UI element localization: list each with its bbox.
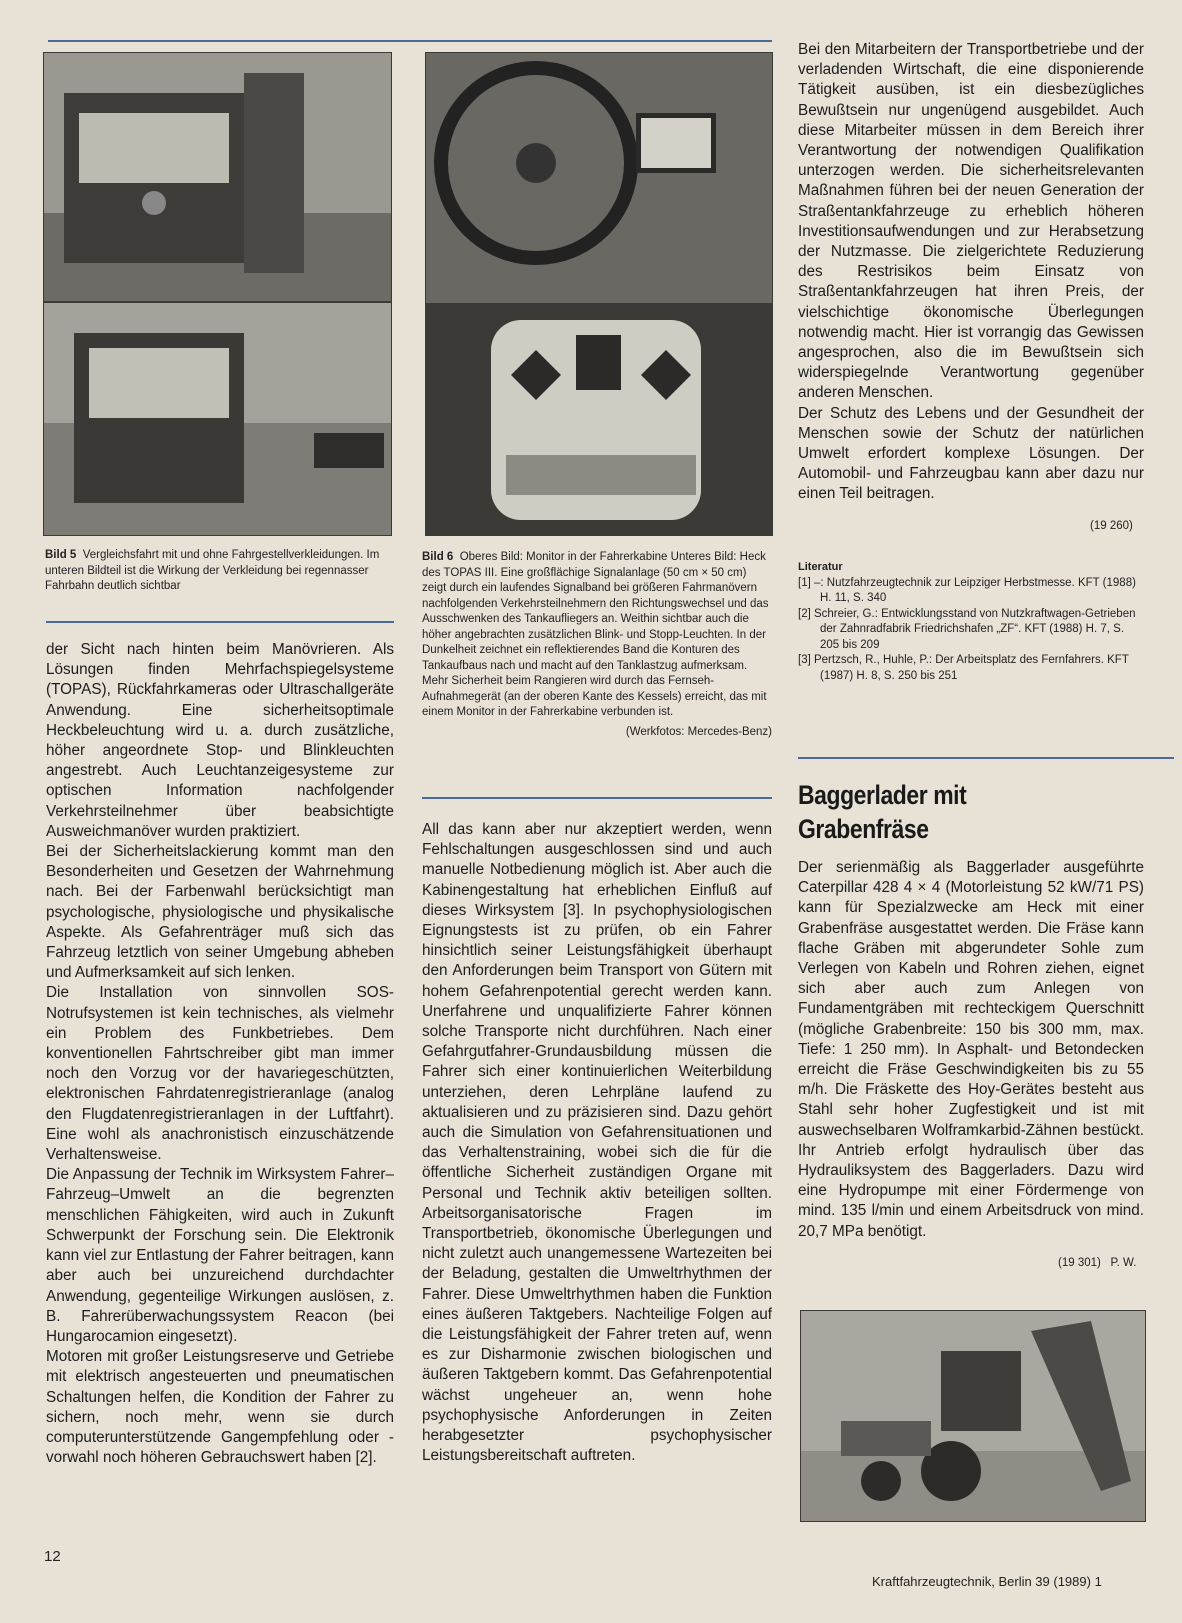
article2-headline-line2: Grabenfräse	[798, 814, 929, 844]
literature-list	[798, 560, 1144, 684]
caption-bild6-credit: (Werkfotos: Mercedes-Benz)	[625, 725, 772, 738]
article2-reference	[1058, 1257, 1136, 1269]
caption-bild5-text: Vergleichsfahrt mit und ohne Fahrgestellverkleidungen. Im unteren Bildteil ist die Wirkung der Verkleidung bei regennasser Fahrbahn deutlich sichtbar	[45, 549, 380, 592]
truck-rain-photo-illustration	[44, 303, 391, 535]
cabin-photo-illustration	[426, 53, 772, 303]
article-column-1	[46, 640, 394, 1468]
article2-paragraph: Der serienmäßig als Baggerlader ausgeführte Caterpillar 428 4 × 4 (Motorleistung 52 kW/71 PS) kann für Spezialzwecke am Heck mit einer Grabenfräse ausgestattet werden. Die Fräse kann flache Gräben mit abgerundeter Sohle zum Verlegen von Kabeln und Rohren ziehen, eignet sich aber auch zum Anlegen von Fundamentgräben mit rechteckigem Querschnitt (mögliche Grabenbreite: 150 bis 300 mm, max. Tiefe: 1 250 mm). In Asphalt- und Betondecken erreicht die Fräse Geschwindigkeiten bis zu 55 m/h. Die Fräskette des Hoy-Gerätes besteht aus Stahl sehr hoher Zugfestigkeit und ist mit auswechselbaren Wolframkarbid-Zähnen bestückt. Ihr Antrieb erfolgt hydraulisch über das Hydrauliksystem des Baggerladers. Dazu wird eine Hydropumpe mit einer Fördermenge von mind. 135 l/min und einem Arbeitsdruck von mind. 20,7 MPa benötigt.	[798, 859, 1144, 1240]
top-rule-left	[48, 40, 772, 42]
photo-truck-comparison-bottom	[43, 302, 392, 536]
caption-bild6-text: Oberes Bild: Monitor in der Fahrerkabine Unteres Bild: Heck des TOPAS III. Eine großflächige Signalanlage (50 cm × 50 cm) zeigt durch ein laufendes Signalband bei größeren Fahrmanövern nachfolgenden Verkehrsteilnehmern den Richtungswechsel und das Ausschwenken des Tankaufliegers an. Weithin sichtbar auch die höher angebrachten zusätzlichen Blink- und Stopp-Leuchten. In der Dunkelheit zeichnet ein reflektierendes Band die Konturen des Tankaufbaus nach und macht auf den Tanklastzug aufmerksam. Mehr Sicherheit beim Rangieren wird durch das Fernseh-Aufnahmegerät (an der oberen Kante des Kessels) erreicht, das mit einem Monitor in der Fahrerkabine verbunden ist.	[422, 551, 769, 718]
column1-paragraph: Die Anpassung der Technik im Wirksystem Fahrer–Fahrzeug–Umwelt an die begrenzten menschlichen Fähigkeiten, wird auch in Zukunft Schwerpunkt der Forschung sein. Die Elektronik kann viel zur Entlastung der Fahrer beitragen, kann aber auch bei unzureichend durchdachter Anwendung, gegenteilige Wirkungen auslösen, z. B. Fahrerüberwachungssystem Reacon (bei Hungarocamion eingesetzt).	[46, 1166, 394, 1345]
article2-headline-line1: Baggerlader mit	[798, 780, 967, 810]
caption-bild5-label: Bild 5	[45, 549, 77, 561]
rule-article2	[798, 757, 1174, 759]
column1-paragraph: der Sicht nach hinten beim Manövrieren. Als Lösungen finden Mehrfachspiegelsysteme (TOPAS), Rückfahrkameras oder Ultraschallgeräte Anwendung. Eine sicherheitsoptimale Heckbeleuchtung wird u. a. durch zusätzliche, höher angeordnete Stop- und Blinkleuchten angestrebt. Auch Leuchtanzeigesysteme zur optischen Information nachfolgender Verkehrsteilnehmer über beabsichtigte Ausweichmanöver wurden praktiziert.	[46, 641, 394, 840]
literature-item: [1] –: Nutzfahrzeugtechnik zur Leipziger Herbstmesse. KFT (1988) H. 11, S. 340	[798, 576, 1136, 604]
caption-bild5	[45, 548, 390, 595]
article-column-3	[798, 40, 1144, 505]
column1-paragraph: Bei der Sicherheitslackierung kommt man den Besonderheiten und Gesetzen der Wahrnehmung nach. Bei der Farbenwahl berücksichtigt man psychologische, physiologische und physikalische Aspekte. Als Gefahrenträger muß sich das Fahrzeug letztlich von seiner Umgebung abheben und Aufmerksamkeit auf sich lenken.	[46, 843, 394, 982]
photo-topas-rear	[425, 304, 773, 536]
caption-bild6-label: Bild 6	[422, 551, 454, 563]
article-column-2	[422, 820, 772, 1467]
column1-paragraph: Die Installation von sinnvollen SOS-Notrufsystemen ist kein technisches, als vielmehr ein Problem des Funkbetriebes. Dem konventionellen Fahrtschreiber gibt man immer noch den Vorzug vor der havariegeschützten, elektronischen Fahrdatenregistrieranlage (analog den Flugdatenregistrieranlagen in der Luftfahrt). Eine wohl als anachronistisch einzuschätzende Verhaltensweise.	[46, 984, 394, 1164]
photo-truck-comparison-top	[43, 52, 392, 302]
page-number: 12	[44, 1548, 61, 1565]
truck-photo-illustration	[44, 53, 391, 301]
backhoe-photo-illustration	[801, 1311, 1145, 1521]
tanker-rear-photo-illustration	[426, 305, 772, 535]
column2-paragraph: All das kann aber nur akzeptiert werden, wenn Fehlschaltungen ausgeschlossen sind und auch manuelle Notbedienung möglich ist. Aber auch die Kabinengestaltung hat erheblichen Einfluß auf dieses Wirksystem [3]. In psychophysiologischen Eignungstests ist zu prüfen, ob ein Fahrer hinsichtlich seiner Leistungsfähigkeit überhaupt den Anforderungen beim Transport von Gütern mit hohem Gefahrenpotential gerecht werden kann. Unerfahrene und unqualifizierte Fahrer können solche Transporte nicht durchführen. Nach einer Gefahrgutfahrer-Grundausbildung müssen die Fahrer sich einer kontinuierlichen Weiterbildung unterziehen, deren Lehrpläne laufend zu aktualisieren und zu präzisieren sind. Dazu gehört auch die Simulation von Gefahrensituationen und das Verhaltenstraining, wobei sich die für die öffentliche Sicherheit zuständigen Organe mit Personal und Technik aktiv beteiligen sollten. Arbeitsorganisatorische Fragen im Transportbetrieb, ökonomische Überlegungen und nicht zuletzt auch unangemessene Wartezeiten bei der Beladung, gestalten die Umweltrhythmen der Fahrer. Diese Umweltrhythmen haben die Funktion eines äußeren Taktgebers. Nachteilige Folgen auf die Leistungsfähigkeit der Fahrer treten auf, wenn es zur Disharmonie zwischen biologischen und äußeren Taktgebern kommt. Das Gefahrenpotential wächst ungeheuer an, wenn hohe psychophysische Anforderungen in Zeiten herabgesetzter psychophysischer Leistungsbereitschaft auftreten.	[422, 821, 772, 1465]
photo-driver-cabin-monitor	[425, 52, 773, 304]
article2-ref-number: (19 301)	[1058, 1257, 1101, 1269]
article2-body	[798, 858, 1144, 1242]
journal-footer: Kraftfahrzeugtechnik, Berlin 39 (1989) 1	[872, 1574, 1102, 1589]
photo-backhoe-trencher	[800, 1310, 1146, 1522]
article2-author: P. W.	[1110, 1257, 1137, 1269]
article2-headline	[798, 778, 1138, 846]
column3-paragraph: Der Schutz des Lebens und der Gesundheit der Menschen sowie der Schutz der natürlichen Umwelt erfordert komplexe Lösungen. Der Automobil- und Fahrzeugbau kann aber dazu nur einen Teil beitragen.	[798, 404, 1144, 503]
literature-item: [3] Pertzsch, R., Huhle, P.: Der Arbeitsplatz des Fernfahrers. KFT (1987) H. 8, S. 250 bis 251	[798, 654, 1129, 682]
literature-title: Literatur	[798, 561, 843, 573]
rule-col1	[46, 621, 394, 623]
column1-paragraph: Motoren mit großer Leistungsreserve und Getriebe mit elektrisch angesteuerten und pneumatischen Schaltungen helfen, die Kondition der Fahrer zu sichern, noch mehr, wenn sie durch computerunterstützende Gangempfehlung oder -vorwahl noch höheren Gebrauchswert haben [2].	[46, 1348, 394, 1467]
caption-bild6	[422, 550, 772, 740]
literature-item: [2] Schreier, G.: Entwicklungsstand von Nutzkraftwagen-Getrieben der Zahnradfabrik Friedrichshafen „ZF“. KFT (1988) H. 7, S. 205 bis 209	[798, 607, 1136, 651]
rule-col2	[422, 797, 772, 799]
column3-paragraph: Bei den Mitarbeitern der Transportbetriebe und der verladenden Wirtschaft, die eine disponierende Tätigkeit ausüben, ist ein diesbezügliches Bewußtsein nur ungenügend ausgebildet. Auch diese Mitarbeiter müssen in dem Bereich ihrer Verantwortung der notwendigen Qualifikation unterzogen werden. Die sicherheitsrelevanten Maßnahmen führen bei der neuen Generation der Straßentankfahrzeuge zu erheblich höheren Investitionsaufwendungen und zur Herabsetzung der Nutzmasse. Die zielgerichtete Reduzierung des Restrisikos beim Einsatz von Straßentankfahrzeugen hat ihren Preis, der vielschichtige ökonomische Überlegungen notwendig macht. Hier ist vorrangig das Gewissen angesprochen, also die im Bewußtsein sich widerspiegelnde Verantwortung gegenüber anderen Menschen.	[798, 41, 1144, 402]
article-reference-number: (19 260)	[1090, 520, 1133, 532]
